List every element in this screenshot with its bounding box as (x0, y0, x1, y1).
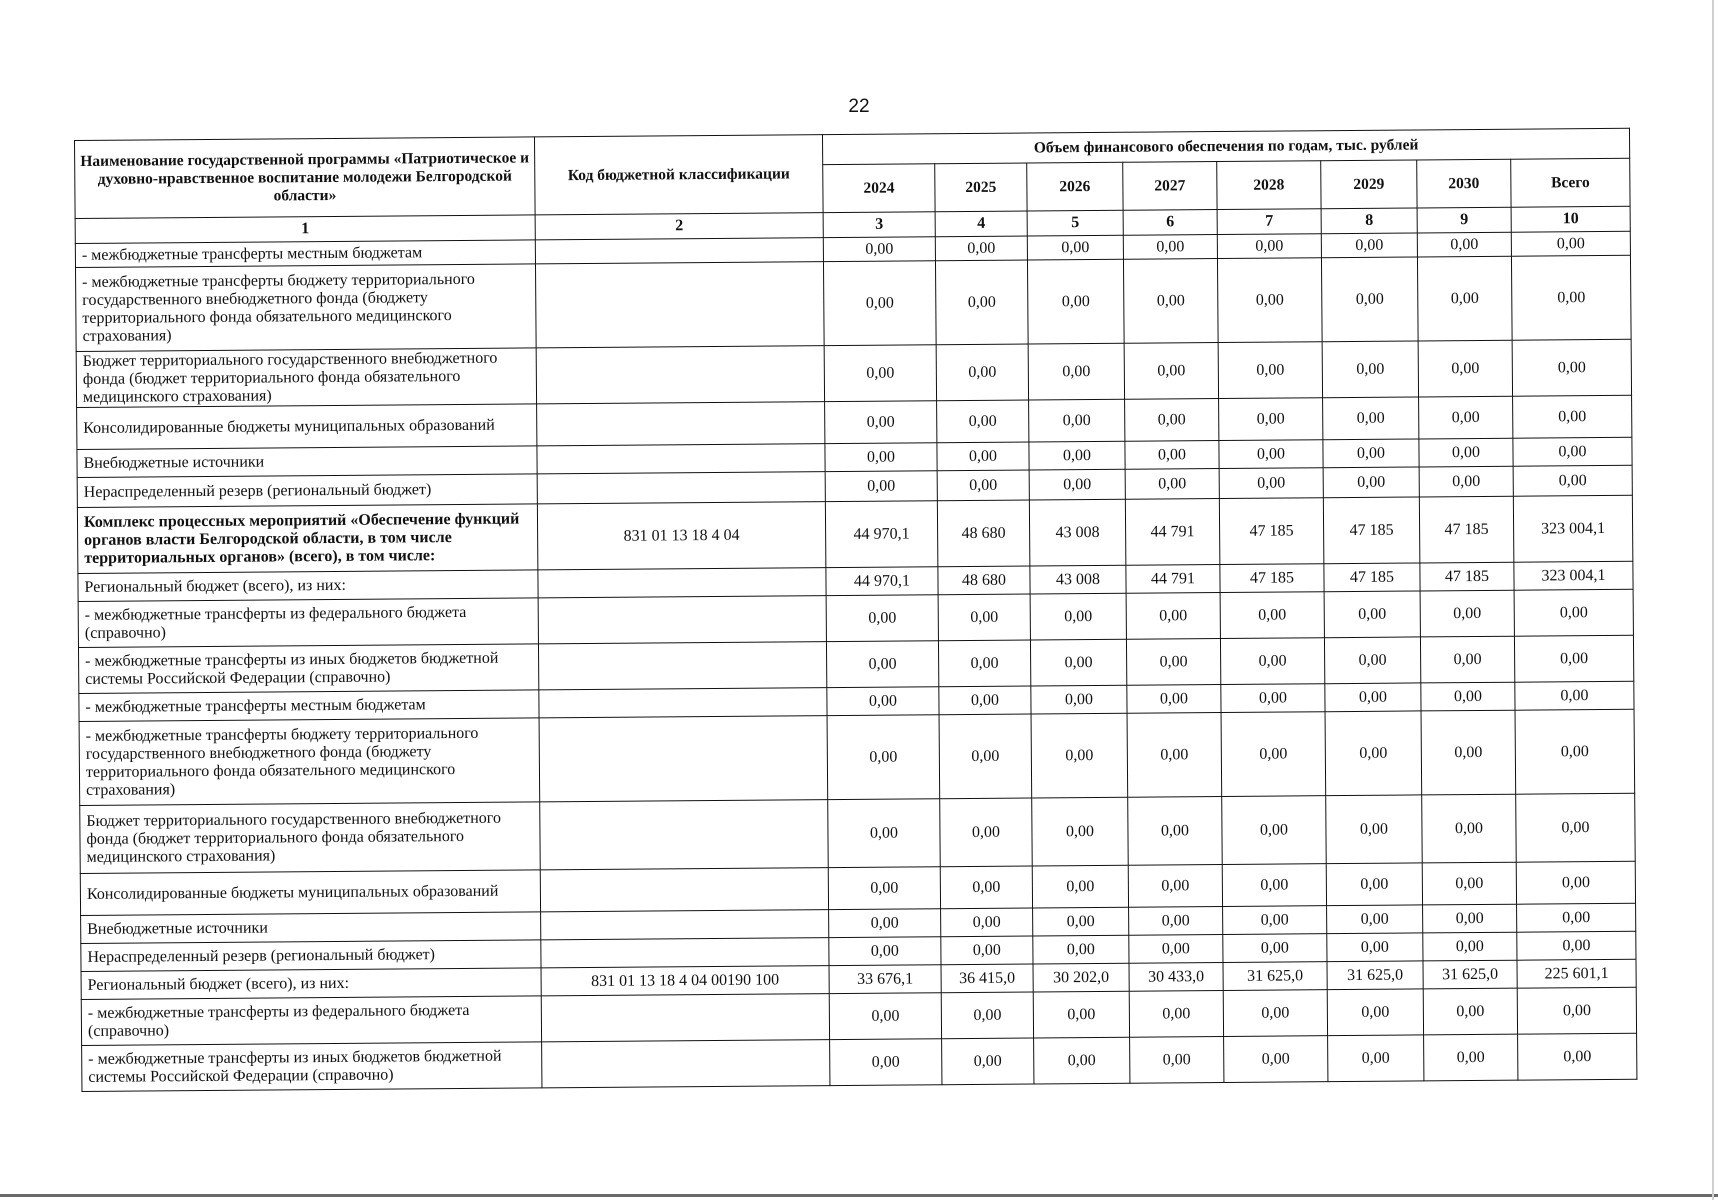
header-program-name: Наименование государственной программы «Патриотическое и духовно-нравственное воспитание молодежи Белгородской области» (75, 137, 536, 219)
row-year-value: 0,00 (1324, 637, 1420, 684)
row-year-value: 0,00 (1217, 258, 1322, 343)
column-index: 8 (1321, 208, 1417, 234)
row-year-value: 0,00 (829, 909, 941, 938)
header-year: 2024 (823, 164, 935, 213)
row-year-value: 47 185 (1219, 498, 1324, 565)
row-year-value: 0,00 (937, 470, 1029, 501)
row-year-value: 0,00 (824, 345, 936, 402)
row-year-value: 31 625,0 (1423, 960, 1517, 989)
row-year-value: 0,00 (1125, 399, 1219, 442)
row-year-value: 0,00 (1223, 906, 1327, 935)
row-name: Бюджет территориального государственного внебюджетного фонда (бюджет территориального фонда обязательного медицинского страхования) (76, 348, 536, 408)
row-total-value: 0,00 (1512, 339, 1632, 396)
row-year-value: 0,00 (828, 867, 940, 910)
row-total-value: 0,00 (1513, 465, 1632, 496)
row-name: Нераспределенный резерв (региональный бюджет) (77, 474, 537, 508)
row-year-value: 0,00 (938, 594, 1030, 641)
row-year-value: 0,00 (1030, 593, 1126, 640)
row-budget-code (536, 346, 824, 404)
row-year-value: 0,00 (1217, 234, 1321, 259)
row-budget-code (537, 444, 825, 474)
row-budget-code (540, 800, 829, 870)
row-year-value: 0,00 (1127, 685, 1221, 714)
row-name: - межбюджетные трансферты из иных бюджетов бюджетной системы Российской Федерации (справочно) (78, 644, 538, 694)
row-name: Консолидированные бюджеты муниципальных образований (80, 870, 540, 916)
row-year-value: 0,00 (828, 799, 941, 868)
row-year-value: 0,00 (1321, 233, 1417, 258)
row-name: Региональный бюджет (всего), из них: (81, 968, 541, 1000)
row-year-value: 0,00 (1222, 864, 1326, 907)
row-year-value: 0,00 (1327, 989, 1423, 1036)
row-year-value: 0,00 (1417, 256, 1512, 341)
row-year-value: 0,00 (1220, 592, 1324, 639)
row-year-value: 0,00 (1419, 438, 1513, 467)
column-index: 4 (935, 211, 1027, 237)
row-total-value: 0,00 (1513, 437, 1632, 466)
row-year-value: 0,00 (1129, 935, 1223, 964)
row-year-value: 44 791 (1125, 499, 1220, 566)
row-year-value: 0,00 (1223, 934, 1327, 963)
row-name: - межбюджетные трансферты бюджету территориального государственного внебюджетного фонда (бюджету территориального фонда обязательного медицинского страхования) (76, 264, 537, 352)
row-year-value: 36 415,0 (941, 964, 1033, 993)
row-total-value: 0,00 (1518, 1033, 1637, 1080)
row-year-value: 47 185 (1420, 562, 1514, 591)
row-total-value: 0,00 (1511, 255, 1631, 340)
row-name: - межбюджетные трансферты из федерального бюджета (справочно) (78, 598, 538, 648)
row-total-value: 0,00 (1515, 681, 1634, 710)
row-total-value: 0,00 (1516, 793, 1636, 862)
row-name: Региональный бюджет (всего), из них: (78, 570, 538, 602)
table-row (79, 709, 1635, 805)
table-row (80, 793, 1636, 873)
row-year-value: 0,00 (1027, 259, 1124, 344)
row-year-value: 0,00 (1322, 341, 1418, 398)
row-year-value: 0,00 (1419, 466, 1513, 497)
row-year-value: 0,00 (935, 260, 1028, 345)
row-year-value: 0,00 (1029, 441, 1125, 470)
table-body (75, 231, 1637, 1091)
row-year-value: 0,00 (1218, 342, 1322, 399)
row-year-value: 0,00 (827, 715, 940, 800)
row-year-value: 0,00 (1324, 591, 1420, 638)
row-year-value: 44 970,1 (826, 567, 938, 596)
row-year-value: 0,00 (823, 237, 935, 262)
row-year-value: 0,00 (1420, 590, 1514, 637)
column-index: 2 (535, 213, 823, 240)
row-year-value: 31 625,0 (1327, 961, 1423, 990)
row-year-value: 0,00 (1029, 469, 1125, 500)
row-name: Внебюджетные источники (81, 912, 541, 944)
row-budget-code (538, 642, 826, 690)
row-year-value: 0,00 (1323, 397, 1419, 440)
row-budget-code (538, 568, 826, 598)
finance-table-sheet (74, 128, 1638, 1092)
row-year-value: 0,00 (829, 993, 941, 1040)
row-year-value: 0,00 (1219, 468, 1323, 499)
column-index: 9 (1417, 207, 1511, 233)
row-year-value: 0,00 (1126, 639, 1220, 686)
row-year-value: 0,00 (937, 442, 1029, 471)
row-year-value: 0,00 (1221, 684, 1325, 713)
row-year-value: 0,00 (1126, 593, 1220, 640)
row-total-value: 0,00 (1517, 903, 1636, 932)
row-year-value: 0,00 (941, 992, 1033, 1039)
row-year-value: 0,00 (939, 686, 1031, 715)
row-year-value: 0,00 (1423, 988, 1517, 1035)
column-index: 3 (823, 212, 935, 238)
row-year-value: 0,00 (1034, 1037, 1130, 1084)
row-year-value: 47 185 (1419, 496, 1514, 563)
row-year-value: 0,00 (1420, 636, 1514, 683)
row-year-value: 0,00 (825, 443, 937, 472)
row-year-value: 0,00 (1027, 235, 1123, 260)
row-year-value: 0,00 (1326, 795, 1423, 864)
row-year-value: 0,00 (1029, 399, 1125, 442)
row-year-value: 0,00 (1424, 1034, 1518, 1081)
row-total-value: 0,00 (1516, 861, 1635, 904)
row-name: - межбюджетные трансферты из иных бюджетов бюджетной системы Российской Федерации (справочно) (82, 1042, 542, 1092)
row-year-value: 0,00 (1323, 467, 1419, 498)
row-year-value: 0,00 (1032, 797, 1129, 866)
row-year-value: 31 625,0 (1223, 962, 1327, 991)
row-year-value: 0,00 (823, 261, 936, 346)
row-budget-code: 831 01 13 18 4 04 (537, 502, 826, 570)
row-year-value: 0,00 (1031, 713, 1128, 798)
row-year-value: 0,00 (1220, 638, 1324, 685)
row-year-value: 43 008 (1029, 499, 1126, 566)
row-year-value: 0,00 (1325, 683, 1421, 712)
row-budget-code (535, 262, 824, 348)
row-total-value: 0,00 (1514, 589, 1633, 636)
row-year-value: 0,00 (941, 936, 1033, 965)
row-name: - межбюджетные трансферты из федерального бюджета (справочно) (81, 996, 541, 1046)
row-budget-code (539, 688, 827, 718)
row-year-value: 30 433,0 (1129, 963, 1223, 992)
row-total-value: 323 004,1 (1514, 561, 1633, 590)
row-year-value: 0,00 (826, 641, 938, 688)
scan-edge-right (1712, 0, 1714, 1200)
row-year-value: 0,00 (1124, 343, 1218, 400)
row-year-value: 0,00 (1417, 232, 1511, 257)
header-finance-volume: Объем финансового обеспечения по годам, тыс. рублей (822, 128, 1629, 164)
row-year-value: 0,00 (1328, 1035, 1424, 1082)
row-year-value: 0,00 (1032, 865, 1128, 908)
row-year-value: 0,00 (825, 401, 937, 444)
row-name: Комплекс процессных мероприятий «Обеспечение функций органов власти Белгородской области, в том числе территориальных органов» (всего), в том числе: (77, 504, 538, 574)
row-total-value: 0,00 (1511, 231, 1630, 256)
table-row (77, 495, 1633, 573)
row-total-value: 0,00 (1514, 635, 1633, 682)
row-year-value: 0,00 (1129, 991, 1223, 1038)
row-year-value: 0,00 (830, 1039, 942, 1086)
header-total: Всего (1511, 158, 1630, 207)
row-year-value: 0,00 (1221, 712, 1326, 797)
header-year: 2025 (935, 163, 1027, 212)
row-total-value: 0,00 (1515, 709, 1635, 794)
row-year-value: 0,00 (1419, 396, 1513, 439)
row-budget-code (538, 596, 826, 644)
row-year-value: 0,00 (1323, 439, 1419, 468)
row-budget-code (541, 910, 829, 940)
column-index: 5 (1027, 210, 1123, 236)
row-name: Внебюджетные источники (77, 446, 537, 478)
finance-table (74, 128, 1638, 1092)
row-year-value: 0,00 (1327, 933, 1423, 962)
row-year-value: 0,00 (1224, 1036, 1328, 1083)
row-year-value: 43 008 (1030, 565, 1126, 594)
row-budget-code (540, 868, 828, 912)
row-year-value: 0,00 (1123, 259, 1218, 344)
row-total-value: 0,00 (1517, 931, 1636, 960)
row-year-value: 0,00 (1325, 711, 1422, 796)
row-year-value: 0,00 (938, 640, 1030, 687)
scan-edge-bottom (0, 1194, 1718, 1197)
row-year-value: 33 676,1 (829, 965, 941, 994)
row-year-value: 48 680 (938, 566, 1030, 595)
row-year-value: 47 185 (1323, 497, 1420, 564)
row-year-value: 0,00 (1125, 469, 1219, 500)
row-year-value: 44 791 (1126, 565, 1220, 594)
header-year: 2028 (1217, 161, 1321, 210)
row-year-value: 0,00 (1128, 797, 1223, 866)
row-year-value: 0,00 (1219, 398, 1323, 441)
row-total-value: 0,00 (1513, 395, 1632, 438)
row-budget-code (537, 472, 825, 504)
row-year-value: 0,00 (1222, 796, 1327, 865)
column-index: 10 (1511, 206, 1630, 232)
header-year: 2030 (1417, 159, 1511, 208)
row-year-value: 48 680 (937, 500, 1030, 567)
row-year-value: 0,00 (1422, 862, 1516, 905)
row-year-value: 0,00 (1129, 907, 1223, 936)
header-budget-code: Код бюджетной классификации (534, 135, 823, 215)
row-year-value: 0,00 (941, 908, 1033, 937)
row-year-value: 0,00 (940, 866, 1032, 909)
row-year-value: 0,00 (1321, 257, 1418, 342)
row-budget-code: 831 01 13 18 4 04 00190 100 (541, 966, 829, 996)
row-budget-code (537, 402, 825, 446)
row-year-value: 0,00 (1422, 794, 1517, 863)
row-year-value: 0,00 (1418, 340, 1512, 397)
row-year-value: 0,00 (1030, 639, 1126, 686)
row-year-value: 0,00 (1223, 990, 1327, 1037)
row-year-value: 0,00 (1423, 904, 1517, 933)
row-total-value: 0,00 (1517, 987, 1636, 1034)
row-year-value: 0,00 (1125, 441, 1219, 470)
row-year-value: 0,00 (942, 1038, 1034, 1085)
row-year-value: 0,00 (1028, 343, 1124, 400)
row-year-value: 0,00 (1031, 685, 1127, 714)
row-year-value: 0,00 (1033, 991, 1129, 1038)
row-year-value: 47 185 (1220, 564, 1324, 593)
row-year-value: 0,00 (1128, 865, 1222, 908)
row-name: Бюджет территориального государственного внебюджетного фонда (бюджет территориального фонда обязательного медицинского страхования) (80, 802, 541, 874)
row-year-value: 0,00 (940, 798, 1033, 867)
row-year-value: 0,00 (1421, 710, 1516, 795)
row-budget-code (535, 238, 823, 264)
row-year-value: 0,00 (1127, 713, 1222, 798)
row-year-value: 0,00 (1123, 235, 1217, 260)
row-year-value: 0,00 (1326, 863, 1422, 906)
row-year-value: 47 185 (1324, 563, 1420, 592)
row-year-value: 0,00 (825, 471, 937, 502)
column-index: 1 (75, 215, 535, 244)
row-year-value: 0,00 (827, 687, 939, 716)
row-budget-code (539, 716, 828, 802)
row-year-value: 0,00 (1423, 932, 1517, 961)
row-name: Нераспределенный резерв (региональный бюджет) (81, 940, 541, 972)
row-total-value: 323 004,1 (1513, 495, 1633, 562)
header-year: 2027 (1123, 162, 1217, 211)
row-year-value: 30 202,0 (1033, 963, 1129, 992)
row-budget-code (542, 1040, 830, 1088)
row-total-value: 225 601,1 (1517, 959, 1636, 988)
row-year-value: 44 970,1 (825, 501, 938, 568)
row-year-value: 0,00 (937, 400, 1029, 443)
row-year-value: 0,00 (1327, 905, 1423, 934)
row-budget-code (541, 994, 829, 1042)
row-year-value: 0,00 (1219, 440, 1323, 469)
row-name: Консолидированные бюджеты муниципальных образований (77, 404, 537, 450)
row-budget-code (541, 938, 829, 968)
row-year-value: 0,00 (935, 236, 1027, 261)
row-year-value: 0,00 (1033, 935, 1129, 964)
table-row (76, 255, 1632, 351)
row-name: - межбюджетные трансферты местным бюджетам (79, 690, 539, 722)
row-year-value: 0,00 (939, 714, 1032, 799)
header-year: 2029 (1321, 160, 1417, 209)
row-name: - межбюджетные трансферты местным бюджетам (75, 240, 535, 268)
column-index: 6 (1123, 210, 1217, 236)
row-year-value: 0,00 (936, 344, 1028, 401)
page-number: 22 (848, 96, 870, 117)
row-year-value: 0,00 (829, 937, 941, 966)
row-year-value: 0,00 (1130, 1036, 1224, 1083)
row-name: - межбюджетные трансферты бюджету территориального государственного внебюджетного фонда (бюджету территориального фонда обязательного медицинского страхования) (79, 718, 540, 806)
header-year: 2026 (1027, 162, 1123, 211)
column-index: 7 (1217, 209, 1321, 235)
row-year-value: 0,00 (826, 595, 938, 642)
row-year-value: 0,00 (1033, 907, 1129, 936)
row-year-value: 0,00 (1421, 682, 1515, 711)
